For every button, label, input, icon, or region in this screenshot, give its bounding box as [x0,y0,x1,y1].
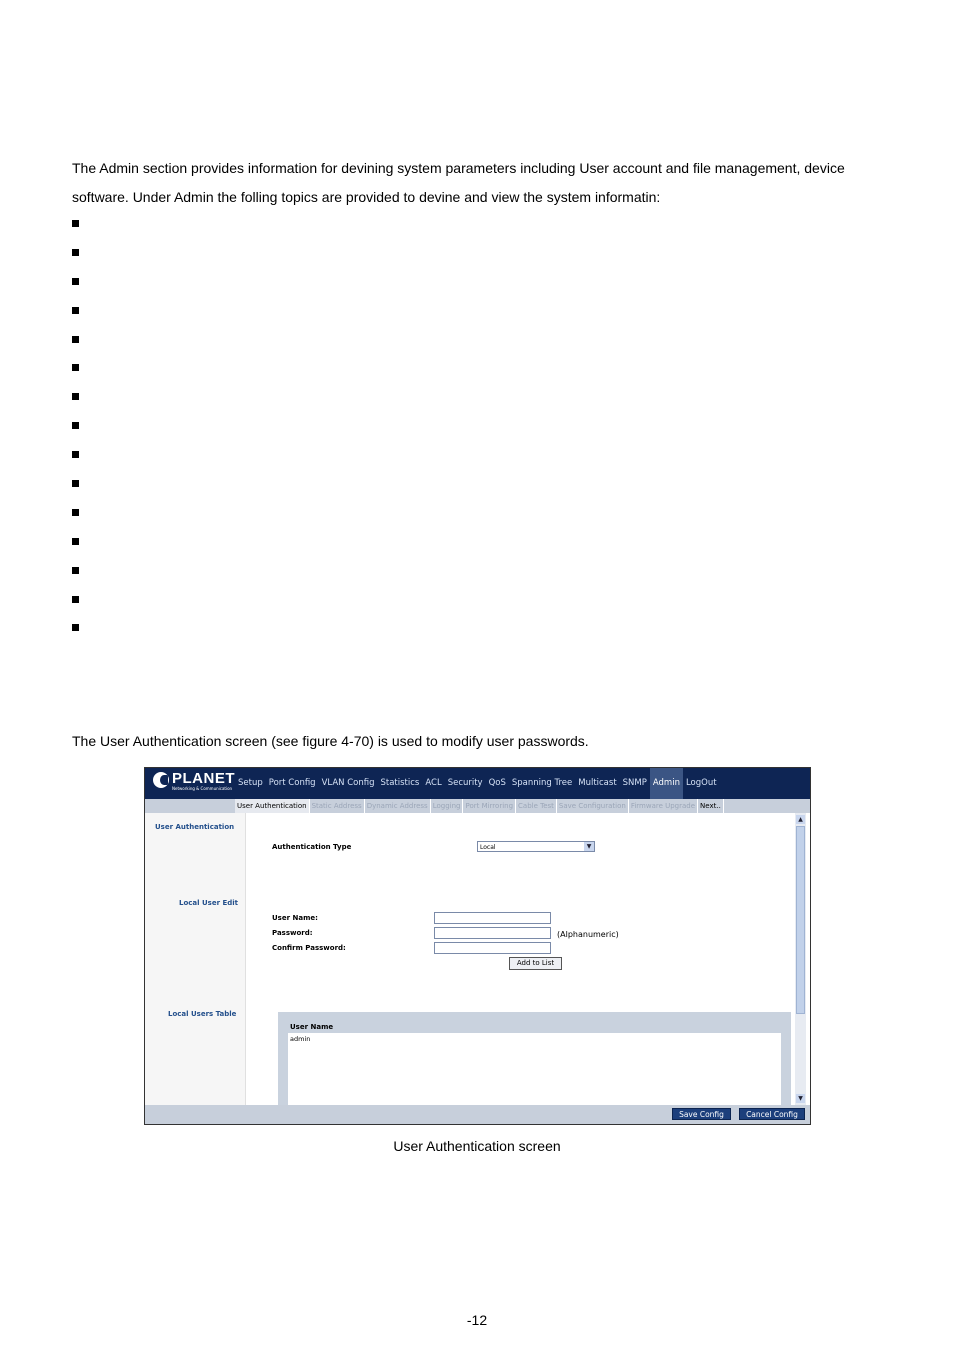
tab-dynamic-address[interactable]: Dynamic Address [365,799,431,813]
figure-caption: User Authentication screen [393,1138,561,1154]
list-item [72,209,79,238]
square-bullet-icon [72,480,79,487]
square-bullet-icon [72,624,79,631]
square-bullet-icon [72,567,79,574]
table-row[interactable]: admin [290,1035,311,1043]
logo-tagline: Networking & Communication [172,786,233,791]
scroll-up-icon[interactable]: ▲ [796,815,805,824]
scroll-down-icon[interactable]: ▼ [796,1094,805,1103]
intro-paragraph: The Admin section provides information for devining system parameters including User account and file management, device software. Under Admin the folling topics are provided to devine and view the system informatin: [72,160,845,205]
password-input[interactable] [434,927,551,939]
list-item [72,296,79,325]
section-description: The User Authentication screen (see figure 4-70) is used to modify user passwords. [72,733,589,749]
tab-cable-test[interactable]: Cable Test [516,799,557,813]
list-item [72,238,79,267]
logo-text: PLANET [172,770,235,787]
tab-user-authentication[interactable]: User Authentication [235,799,310,813]
password-label: Password: [272,929,313,937]
nav-acl[interactable]: ACL [425,778,442,788]
auth-type-value: Local [480,844,496,851]
left-label-column [145,813,246,1105]
square-bullet-icon [72,538,79,545]
user-name-input[interactable] [434,912,551,924]
section-label-local-user-edit: Local User Edit [179,899,239,907]
chevron-down-icon[interactable]: ▼ [584,842,594,851]
list-item [72,440,79,469]
cancel-config-button[interactable]: Cancel Config [739,1108,805,1120]
add-to-list-button[interactable]: Add to List [509,957,562,970]
list-item [72,267,79,296]
sub-nav [235,799,724,813]
square-bullet-icon [72,393,79,400]
square-bullet-icon [72,509,79,516]
tab-firmware-upgrade[interactable]: Firmware Upgrade [629,799,698,813]
square-bullet-icon [72,249,79,256]
square-bullet-icon [72,220,79,227]
list-item [72,585,79,614]
section-label-user-authentication: User Authentication [155,823,235,831]
nav-qos[interactable]: QoS [488,778,506,788]
list-item [72,353,79,382]
nav-security[interactable]: Security [447,778,483,788]
table-header-user-name: User Name [290,1023,334,1031]
main-nav [235,768,720,799]
planet-logo-icon [153,772,169,788]
section-label-local-users-table: Local Users Table [168,1010,237,1018]
auth-type-label: Authentication Type [272,843,352,851]
list-item [72,613,79,642]
nav-statistics[interactable]: Statistics [380,778,420,788]
tab-static-address[interactable]: Static Address [310,799,365,813]
square-bullet-icon [72,422,79,429]
nav-multicast[interactable]: Multicast [578,778,617,788]
list-item [72,411,79,440]
scroll-thumb[interactable] [796,826,805,1014]
vertical-scrollbar[interactable] [795,813,806,1105]
planet-logo [153,771,233,795]
nav-port-config[interactable]: Port Config [268,778,316,788]
square-bullet-icon [72,336,79,343]
nav-vlan-config[interactable]: VLAN Config [321,778,375,788]
square-bullet-icon [72,307,79,314]
auth-type-select[interactable] [477,841,595,852]
tab-save-configuration[interactable]: Save Configuration [557,799,629,813]
save-config-button[interactable]: Save Config [672,1108,731,1120]
square-bullet-icon [72,596,79,603]
square-bullet-icon [72,278,79,285]
tab-next[interactable]: Next.. [698,799,724,813]
list-item [72,498,79,527]
list-item [72,382,79,411]
password-hint: (Alphanumeric) [557,930,619,939]
confirm-password-label: Confirm Password: [272,944,346,952]
nav-setup[interactable]: Setup [238,778,263,788]
tab-logging[interactable]: Logging [431,799,464,813]
user-authentication-screenshot [144,767,811,1125]
nav-admin[interactable]: Admin [650,768,683,799]
square-bullet-icon [72,451,79,458]
nav-spanning-tree[interactable]: Spanning Tree [511,778,573,788]
list-item [72,527,79,556]
list-item [72,469,79,498]
topic-bullet-list [72,209,79,642]
page-number: -12 [466,1312,488,1328]
table-body [288,1033,781,1105]
nav-logout[interactable]: LogOut [685,778,717,788]
confirm-password-input[interactable] [434,942,551,954]
user-name-label: User Name: [272,914,318,922]
list-item [72,325,79,354]
tab-port-mirroring[interactable]: Port Mirroring [463,799,516,813]
square-bullet-icon [72,364,79,371]
list-item [72,556,79,585]
nav-snmp[interactable]: SNMP [622,778,647,788]
